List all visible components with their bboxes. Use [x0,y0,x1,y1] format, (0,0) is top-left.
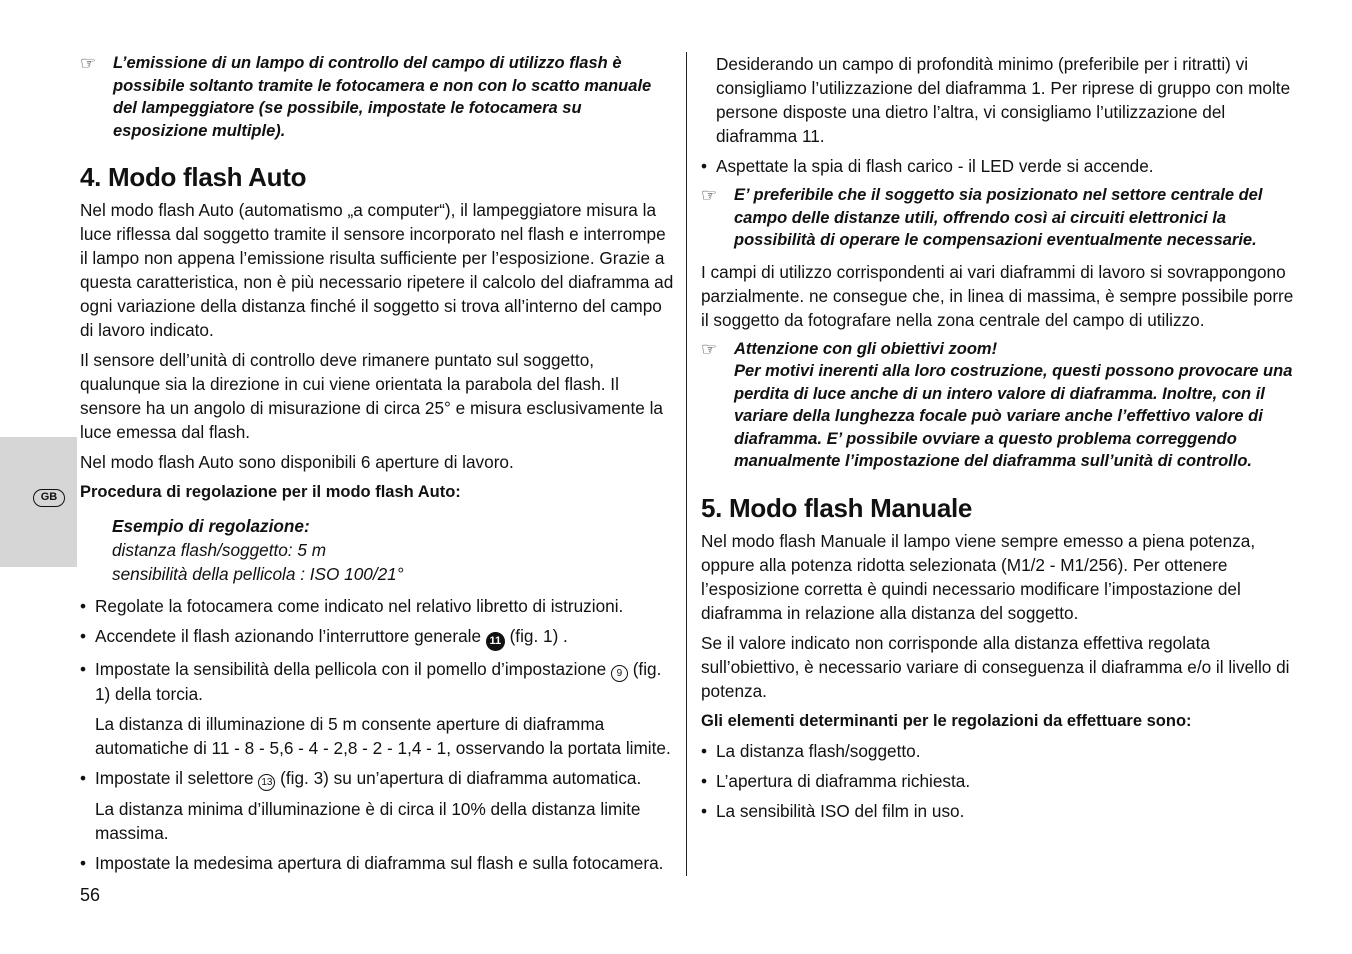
paragraph: Nel modo flash Auto (automatismo „a computer“), il lampeggiatore misura la luce riflessa dal soggetto tramite il sensore incorporato nel flash e interrompe il lampo non appena l’emissione risulta sufficiente per l’esposizione. Grazie a questa caratteristica, non è più necessario ripetere il calcolo del diaframma ad ogni variazione della distanza finché il soggetto si trova all’interno del campo di lavoro indicato. [80,200,674,340]
list-item-continuation: La distanza minima d’illuminazione è di circa il 10% della distanza limite massima. [95,799,641,843]
list-item: • La sensibilità ISO del film in uso. [701,799,1299,823]
list-item: • La distanza flash/soggetto. [701,739,1299,763]
list-item: • Aspettate la spia di flash carico - il LED verde si accende. [701,154,1299,178]
list-item: • L’apertura di diaframma richiesta. [701,769,1299,793]
left-column [80,52,678,881]
note-text: E’ preferibile che il soggetto sia posizionato nel settore centrale del campo delle distanze utili, offrendo così ai circuiti elettronici la possibilità di operare le compensazioni eventualmente necessarie. [734,186,1263,249]
note-zoom-lens [701,338,1299,473]
paragraph: Nel modo flash Auto sono disponibili 6 aperture di lavoro. [80,452,514,472]
paragraph: Se il valore indicato non corrisponde alla distanza effettiva regolata sull’obiettivo, è necessario variare di conseguenza il diaframma e/o il livello di potenza. [701,632,1290,701]
note-subject-position [701,184,1299,252]
procedure-title: Procedura di regolazione per il modo flash Auto: [80,483,461,501]
list-item: • Regolate la fotocamera come indicato nel relativo libretto di istruzioni. [80,594,678,618]
list-item: • Accendete il flash azionando l’interruttore generale 11 (fig. 1) . [80,624,678,651]
note-text: Per motivi inerenti alla loro costruzione, questi possono provocare una perdita di luce anche di un intero valore di diaframma. Inoltre, con il variare della lunghezza focale può variare anche l’effettivo valore di diaframma. E’ possibile ovviare a questo problema correggendo manualmente l’impostazione del diaframma sull’unità di controllo. [734,362,1293,470]
paragraph: Il sensore dell’unità di controllo deve rimanere puntato sul soggetto, qualunque sia la direzione in cui viene orientata la parabola del flash. Il sensore ha un angolo di misurazione di circa 25° e misura esclusivamente la luce emessa dal flash. [80,350,663,442]
note-title: Attenzione con gli obiettivi zoom! [734,339,998,358]
right-column [701,52,1299,829]
column-divider [686,52,687,876]
section-heading-manual: 5. Modo flash Manuale [701,492,973,523]
example-line: distanza flash/soggetto: 5 m [112,540,327,560]
pointing-hand-icon: ☞ [701,185,718,205]
note-text: L’emissione di un lampo di controllo del campo di utilizzo flash è possibile soltanto tramite le fotocamera e non con lo scatto manuale del lampeggiatore (se possibile, impostate le fotocamera su esposizione multiple). [113,54,652,140]
example-block [112,514,678,586]
example-title: Esempio di regolazione: [112,516,310,536]
pointing-hand-icon: ☞ [80,53,97,73]
list-item: • Impostate la sensibilità della pellicola con il pomello d’impostazione 9 (fig. 1) della torcia. [80,657,678,706]
pointing-hand-icon: ☞ [701,338,718,359]
page-number: 56 [80,885,101,905]
paragraph-continuation: Desiderando un campo di profondità minimo (preferibile per i ritratti) vi consigliamo l’utilizzazione del diaframma 1. Per riprese di gruppo con molte persone disposte una dietro l’altra, vi consigliamo l’utilizzazione del diaframma 11. [716,54,1291,146]
section-heading-auto: 4. Modo flash Auto [80,162,307,192]
ref-number-circled-icon: 13 [258,774,275,791]
ref-number-circled-icon: 9 [611,665,628,682]
list-item-continuation: La distanza di illuminazione di 5 m consente aperture di diaframma automatiche di 11 - 8 - 5,6 - 4 - 2,8 - 2 - 1,4 - 1, osservando la portata limite. [95,714,671,758]
ref-number-filled-icon: 11 [486,632,505,651]
list-item: • Impostate la medesima apertura di diaframma sul flash e sulla fotocamera. [80,851,678,875]
language-badge: GB [33,489,65,507]
elements-title: Gli elementi determinanti per le regolazioni da effettuare sono: [701,711,1192,730]
list-item: • Impostate il selettore 13 (fig. 3) su un’apertura di diaframma automatica. [80,766,678,791]
example-line: sensibilità della pellicola : ISO 100/21° [112,564,404,584]
note-flash-check [80,52,678,142]
paragraph: I campi di utilizzo corrispondenti ai vari diaframmi di lavoro si sovrappongono parzialmente. ne consegue che, in linea di massima, è sempre possibile porre il soggetto da fotografare nella zona centrale del campo di utilizzo. [701,261,1294,330]
paragraph: Nel modo flash Manuale il lampo viene sempre emesso a piena potenza, oppure alla potenza ridotta selezionata (M1/2 - M1/256). Per ottenere l’esposizione corretta è quindi necessario modificare l’impostazione del diaframma in relazione alla distanza del soggetto. [701,530,1256,623]
